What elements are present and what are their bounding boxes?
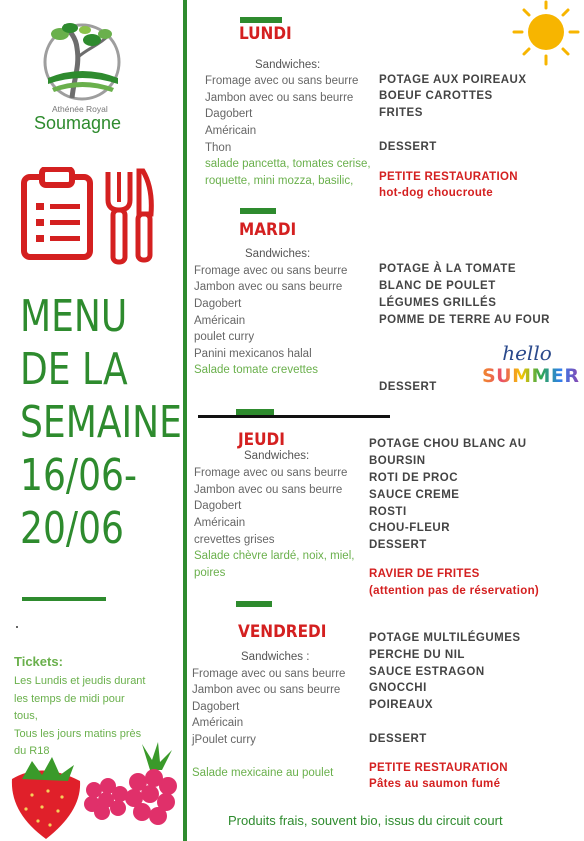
footer-note: Produits frais, souvent bio, issus du circuit court	[228, 813, 503, 828]
lundi-salad: roquette, mini mozza, basilic,	[205, 175, 354, 187]
mardi-sandwich: Américain	[194, 315, 246, 327]
vendredi-dessert: DESSERT	[369, 733, 427, 745]
tickets-line: du R18	[14, 745, 50, 757]
mardi-heading: MARDI	[239, 220, 297, 240]
mardi-sandwich: poulet curry	[194, 331, 255, 343]
summer-letters: SUMMER	[482, 365, 580, 387]
sun-icon	[502, 0, 582, 70]
lundi-dish: POTAGE AUX POIREAUX	[379, 74, 527, 86]
mardi-dish: LÉGUMES GRILLÉS	[379, 297, 497, 309]
vendredi-sandwich: Fromage avec ou sans beurre	[192, 668, 346, 680]
jeudi-dish: POTAGE CHOU BLANC AU	[369, 438, 527, 450]
menu-title-line3: SEMAINE	[20, 397, 182, 448]
fork-icon	[105, 170, 133, 265]
jeudi-sandwiches-title: Sandwiches:	[244, 450, 310, 462]
vendredi-dish: GNOCCHI	[369, 682, 427, 694]
title-underline	[22, 597, 106, 601]
tickets-line: les temps de midi pour	[14, 692, 125, 705]
menu-title-line1: MENU	[20, 291, 128, 342]
jeudi-sandwich: Américain	[194, 517, 246, 529]
vendredi-salad: Salade mexicaine au poulet	[192, 767, 334, 779]
mardi-bar	[240, 208, 276, 214]
vendredi-sandwich: jPoulet curry	[192, 734, 256, 746]
lundi-heading: LUNDI	[239, 24, 292, 44]
dot	[16, 626, 18, 628]
jeudi-sandwich: Fromage avec ou sans beurre	[194, 467, 348, 479]
menu-title-line5: 20/06	[20, 503, 124, 554]
lundi-dish: BOEUF CAROTTES	[379, 90, 493, 102]
vendredi-sandwich: Américain	[192, 717, 244, 729]
jeudi-sandwich: crevettes grises	[194, 534, 275, 546]
jeudi-sandwich: Jambon avec ou sans beurre	[194, 484, 343, 496]
jeudi-dish: ROSTI	[369, 506, 407, 518]
jeudi-sandwich: Dagobert	[194, 500, 242, 512]
mardi-sandwiches-title: Sandwiches:	[245, 248, 311, 260]
logo-line2: Soumagne	[34, 113, 122, 133]
jeudi-dish: ROTI DE PROC	[369, 472, 459, 484]
tickets-line: Les Lundis et jeudis durant	[14, 675, 146, 687]
vendredi-dish: PERCHE DU NIL	[369, 649, 465, 661]
lundi-salad: salade pancetta, tomates cerise,	[205, 158, 371, 170]
jeudi-salad: poires	[194, 567, 226, 579]
lundi-special-title: PETITE RESTAURATION	[379, 171, 518, 183]
mardi-sandwich: Dagobert	[194, 298, 242, 310]
mardi-sandwich: Fromage avec ou sans beurre	[194, 265, 348, 277]
hello-summer-badge	[482, 341, 580, 387]
menu-title-line4: 16/06-	[20, 450, 138, 501]
vendredi-special-title: PETITE RESTAURATION	[369, 762, 508, 774]
mardi-salad: Salade tomate crevettes	[194, 364, 319, 376]
mardi-sandwich: Jambon avec ou sans beurre	[194, 281, 343, 293]
hello-text: hello	[502, 341, 552, 365]
tickets-line: tous,	[14, 710, 38, 722]
clipboard-icon	[18, 167, 98, 262]
lundi-dish: FRITES	[379, 107, 423, 119]
jeudi-salad: Salade chèvre lardé, noix, miel,	[194, 550, 355, 562]
mardi-dish: BLANC DE POULET	[379, 280, 496, 292]
vendredi-sandwich: Jambon avec ou sans beurre	[192, 684, 341, 696]
lundi-sandwiches-title: Sandwiches:	[255, 59, 321, 71]
menu-title-line2: DE LA	[20, 344, 128, 395]
jeudi-special-title: RAVIER DE FRITES	[369, 568, 480, 580]
tickets-line: Tous les jours matins près	[14, 727, 142, 740]
vendredi-dish: POTAGE MULTILÉGUMES	[369, 632, 521, 644]
vendredi-heading: VENDREDI	[238, 622, 327, 642]
tickets-heading: Tickets:	[14, 654, 63, 669]
mardi-dessert: DESSERT	[379, 381, 437, 393]
horizontal-divider	[198, 415, 390, 418]
vendredi-dish: SAUCE ESTRAGON	[369, 666, 485, 678]
jeudi-dish: CHOU-FLEUR	[369, 522, 451, 534]
school-logo	[30, 18, 140, 133]
jeudi-dish: SAUCE CREME	[369, 489, 460, 501]
vendredi-sandwich: Dagobert	[192, 701, 240, 713]
vendredi-special-item: Pâtes au saumon fumé	[369, 778, 501, 790]
jeudi-dish: DESSERT	[369, 539, 427, 551]
lundi-sandwich: Fromage avec ou sans beurre	[205, 75, 359, 87]
tree-logo-icon	[30, 18, 140, 108]
jeudi-heading: JEUDI	[238, 430, 285, 450]
lundi-special-item: hot-dog choucroute	[379, 187, 493, 199]
raspberry-icon	[122, 740, 184, 830]
vendredi-dish: POIREAUX	[369, 699, 434, 711]
lundi-sandwich: Dagobert	[205, 108, 253, 120]
jeudi-bar	[236, 409, 274, 415]
strawberry-icon	[2, 751, 88, 841]
mardi-sandwich: Panini mexicanos halal	[194, 348, 312, 360]
lundi-sandwich: Américain	[205, 125, 257, 137]
summer-text	[482, 365, 580, 387]
mardi-dish: POMME DE TERRE AU FOUR	[379, 314, 550, 326]
jeudi-dish: BOURSIN	[369, 455, 426, 467]
mardi-dish: POTAGE À LA TOMATE	[379, 263, 516, 275]
lundi-bar	[240, 17, 282, 23]
menu-title	[20, 290, 182, 555]
vendredi-bar	[236, 601, 272, 607]
lundi-sandwich: Thon	[205, 142, 232, 154]
lundi-sandwich: Jambon avec ou sans beurre	[205, 92, 354, 104]
vendredi-sandwiches-title: Sandwiches :	[241, 651, 310, 663]
lundi-dessert: DESSERT	[379, 141, 437, 153]
column-divider	[183, 0, 187, 841]
logo-line1: Athénée Royal	[52, 104, 108, 114]
knife-icon	[133, 168, 155, 263]
jeudi-special-note: (attention pas de réservation)	[369, 585, 540, 597]
